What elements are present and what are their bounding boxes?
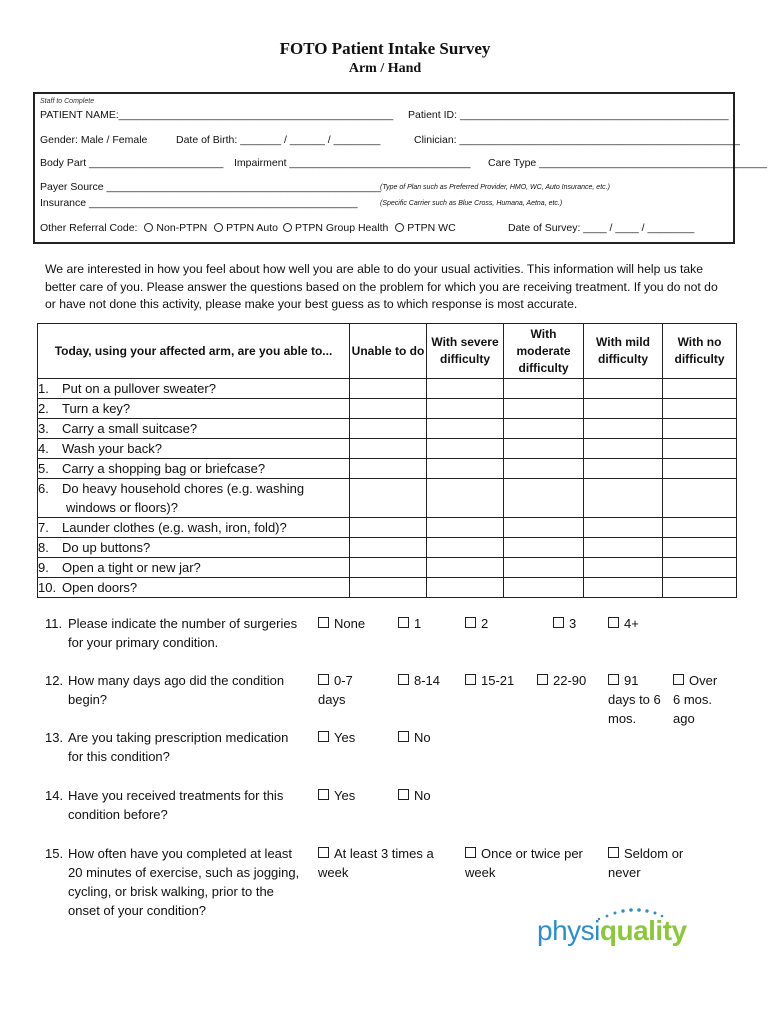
answer-cell[interactable] xyxy=(427,578,504,598)
option-checkbox[interactable]: No xyxy=(398,786,431,805)
checkbox-icon[interactable] xyxy=(673,674,684,685)
question-text: How often have you completed at least 20 minutes of exercise, such as jogging, cycling, or brisk walking, prior to the onset of your condition? xyxy=(68,846,300,918)
answer-cell[interactable] xyxy=(663,578,737,598)
answer-cell[interactable] xyxy=(504,479,584,518)
answer-cell[interactable] xyxy=(427,518,504,538)
checkbox-icon[interactable] xyxy=(398,731,409,742)
answer-cell[interactable] xyxy=(663,558,737,578)
answer-cell[interactable] xyxy=(427,538,504,558)
checkbox-icon[interactable] xyxy=(553,617,564,628)
column-moderate: With moderate difficulty xyxy=(504,324,584,379)
checkbox-icon[interactable] xyxy=(318,617,329,628)
answer-cell[interactable] xyxy=(350,399,427,419)
checkbox-icon[interactable] xyxy=(318,847,329,858)
answer-cell[interactable] xyxy=(350,578,427,598)
answer-cell[interactable] xyxy=(663,399,737,419)
answer-cell[interactable] xyxy=(584,459,663,479)
activities-table xyxy=(37,323,737,598)
option-checkbox[interactable]: 1 xyxy=(398,614,421,633)
option-checkbox[interactable]: Yes xyxy=(318,786,355,805)
column-unable: Unable to do xyxy=(350,324,427,379)
answer-cell[interactable] xyxy=(584,439,663,459)
answer-cell[interactable] xyxy=(584,538,663,558)
impairment-field[interactable]: Impairment _______________________________ xyxy=(234,157,471,169)
answer-cell[interactable] xyxy=(584,558,663,578)
checkbox-icon[interactable] xyxy=(465,674,476,685)
patient-id-field[interactable]: Patient ID: ______________________________________________ xyxy=(408,109,729,121)
radio-icon[interactable] xyxy=(395,223,404,232)
checkbox-icon[interactable] xyxy=(608,617,619,628)
table-question-header: Today, using your affected arm, are you able to... xyxy=(38,324,350,379)
answer-cell[interactable] xyxy=(350,538,427,558)
answer-cell[interactable] xyxy=(663,459,737,479)
gender-field[interactable]: Gender: Male / Female xyxy=(40,134,148,146)
option-checkbox[interactable]: 91 days to 6 mos. xyxy=(608,673,661,726)
answer-cell[interactable] xyxy=(584,419,663,439)
checkbox-icon[interactable] xyxy=(537,674,548,685)
option-checkbox[interactable]: Over 6 mos. ago xyxy=(673,673,718,726)
checkbox-icon[interactable] xyxy=(465,847,476,858)
checkbox-icon[interactable] xyxy=(398,789,409,800)
checkbox-icon[interactable] xyxy=(465,617,476,628)
checkbox-icon[interactable] xyxy=(398,674,409,685)
question-number: 15. xyxy=(45,846,64,861)
answer-cell[interactable] xyxy=(350,558,427,578)
radio-icon[interactable] xyxy=(214,223,223,232)
answer-cell[interactable] xyxy=(504,399,584,419)
answer-cell[interactable] xyxy=(427,399,504,419)
checkbox-icon[interactable] xyxy=(608,847,619,858)
question-number: 12. xyxy=(45,673,64,688)
column-mild: With mild difficulty xyxy=(584,324,663,379)
answer-cell[interactable] xyxy=(663,518,737,538)
table-row-label: 3. Carry a small suitcase? xyxy=(38,419,350,439)
answer-cell[interactable] xyxy=(584,578,663,598)
answer-cell[interactable] xyxy=(350,459,427,479)
clinician-field[interactable]: Clinician: ________________________________________________ xyxy=(414,134,740,146)
answer-cell[interactable] xyxy=(427,439,504,459)
checkbox-icon[interactable] xyxy=(398,617,409,628)
question-text: Please indicate the number of surgeries for your primary condition. xyxy=(68,616,298,650)
answer-cell[interactable] xyxy=(663,419,737,439)
answer-cell[interactable] xyxy=(427,459,504,479)
insurance-field[interactable]: Insurance ______________________________________________ xyxy=(40,197,358,209)
answer-cell[interactable] xyxy=(663,439,737,459)
referral-label: Other Referral Code: xyxy=(40,222,138,234)
answer-cell[interactable] xyxy=(350,379,427,399)
answer-cell[interactable] xyxy=(584,479,663,518)
answer-cell[interactable] xyxy=(504,538,584,558)
staff-note: Staff to Complete xyxy=(40,98,95,105)
answer-cell[interactable] xyxy=(350,518,427,538)
referral-code-row xyxy=(40,222,456,234)
form-subtitle: Arm / Hand xyxy=(348,61,422,76)
referral-option: PTPN Auto xyxy=(226,222,279,234)
question-number: 13. xyxy=(45,730,64,745)
table-row-label: 2. Turn a key? xyxy=(38,399,350,419)
referral-option: Non-PTPN xyxy=(156,222,208,234)
form-title: FOTO Patient Intake Survey xyxy=(279,39,491,58)
option-checkbox[interactable]: 22-90 xyxy=(537,671,586,690)
answer-cell[interactable] xyxy=(504,379,584,399)
payer-hint: (Type of Plan such as Preferred Provider, HMO, WC, Auto Insurance, etc.) xyxy=(380,184,610,191)
answer-cell[interactable] xyxy=(427,479,504,518)
option-checkbox[interactable]: Seldom or never xyxy=(608,846,684,880)
radio-icon[interactable] xyxy=(283,223,292,232)
checkbox-icon[interactable] xyxy=(318,674,329,685)
answer-cell[interactable] xyxy=(504,558,584,578)
option-checkbox[interactable]: No xyxy=(398,728,431,747)
date-of-survey-field[interactable]: Date of Survey: ____ / ____ / ________ xyxy=(508,222,695,234)
option-checkbox[interactable]: 15-21 xyxy=(465,671,514,690)
dob-field[interactable]: Date of Birth: _______ / ______ / ________ xyxy=(176,134,381,146)
answer-cell[interactable] xyxy=(504,459,584,479)
table-row-label: 9. Open a tight or new jar? xyxy=(38,558,350,578)
answer-cell[interactable] xyxy=(427,379,504,399)
answer-cell[interactable] xyxy=(584,399,663,419)
answer-cell[interactable] xyxy=(663,538,737,558)
answer-cell[interactable] xyxy=(427,558,504,578)
question-number: 14. xyxy=(45,788,64,803)
answer-cell[interactable] xyxy=(584,518,663,538)
radio-icon[interactable] xyxy=(144,223,153,232)
question-number: 11. xyxy=(45,616,63,631)
option-checkbox[interactable]: None xyxy=(318,614,365,633)
referral-option: PTPN WC xyxy=(407,222,456,234)
answer-cell[interactable] xyxy=(350,479,427,518)
question-text: How many days ago did the condition begin? xyxy=(68,673,285,707)
option-checkbox[interactable]: 2 xyxy=(465,614,488,633)
answer-cell[interactable] xyxy=(663,479,737,518)
table-row-label: 1. Put on a pullover sweater? xyxy=(38,379,350,399)
checkbox-icon[interactable] xyxy=(608,674,619,685)
checkbox-icon[interactable] xyxy=(318,789,329,800)
answer-cell[interactable] xyxy=(350,439,427,459)
option-checkbox[interactable]: 0-7 days xyxy=(318,673,353,707)
answer-cell[interactable] xyxy=(504,518,584,538)
body-part-field[interactable]: Body Part _______________________ xyxy=(40,157,224,169)
intro-paragraph: We are interested in how you feel about how well you are able to do your usual activities. This information will help us take better care of you. Please answer the questions based on the problem for which you are receiving treatment. If you do not do or have not done this activity, please make your best guess as to which response is most accurate. xyxy=(45,262,718,311)
answer-cell[interactable] xyxy=(663,379,737,399)
insurance-hint: (Specific Carrier such as Blue Cross, Humana, Aetna, etc.) xyxy=(380,200,563,207)
care-type-field[interactable]: Care Type _______________________________________ xyxy=(488,157,767,169)
column-severe: With severe difficulty xyxy=(427,324,504,379)
answer-cell[interactable] xyxy=(584,379,663,399)
option-checkbox[interactable]: Yes xyxy=(318,728,355,747)
answer-cell[interactable] xyxy=(350,419,427,439)
column-none: With no difficulty xyxy=(663,324,737,379)
option-checkbox[interactable]: Once or twice per week xyxy=(465,846,583,880)
question-text: Are you taking prescription medication for this condition? xyxy=(68,730,289,764)
referral-option: PTPN Group Health xyxy=(294,222,389,234)
option-checkbox[interactable]: 3 xyxy=(553,614,576,633)
answer-cell[interactable] xyxy=(504,578,584,598)
payer-source-field[interactable]: Payer Source _______________________________________________ xyxy=(40,181,381,193)
table-row-label: 5. Carry a shopping bag or briefcase? xyxy=(38,459,350,479)
option-checkbox[interactable]: 8-14 xyxy=(398,671,440,690)
table-row-label: 10. Open doors? xyxy=(38,578,350,598)
table-row-label: 7. Launder clothes (e.g. wash, iron, fold)? xyxy=(38,518,350,538)
option-checkbox[interactable]: At least 3 times a week xyxy=(318,846,434,880)
option-checkbox[interactable]: 4+ xyxy=(608,614,639,633)
checkbox-icon[interactable] xyxy=(318,731,329,742)
answer-cell[interactable] xyxy=(504,419,584,439)
table-row-label: 4. Wash your back? xyxy=(38,439,350,459)
physiquality-logo xyxy=(537,905,702,960)
question-text: Have you received treatments for this condition before? xyxy=(68,788,284,822)
table-row-label: 8. Do up buttons? xyxy=(38,538,350,558)
answer-cell[interactable] xyxy=(504,439,584,459)
logo-text: physiquality xyxy=(537,915,687,946)
table-row-label: 6. Do heavy household chores (e.g. washing windows or floors)? xyxy=(38,479,350,518)
answer-cell[interactable] xyxy=(427,419,504,439)
patient-name-field[interactable]: PATIENT NAME:_______________________________________________ xyxy=(40,109,394,121)
